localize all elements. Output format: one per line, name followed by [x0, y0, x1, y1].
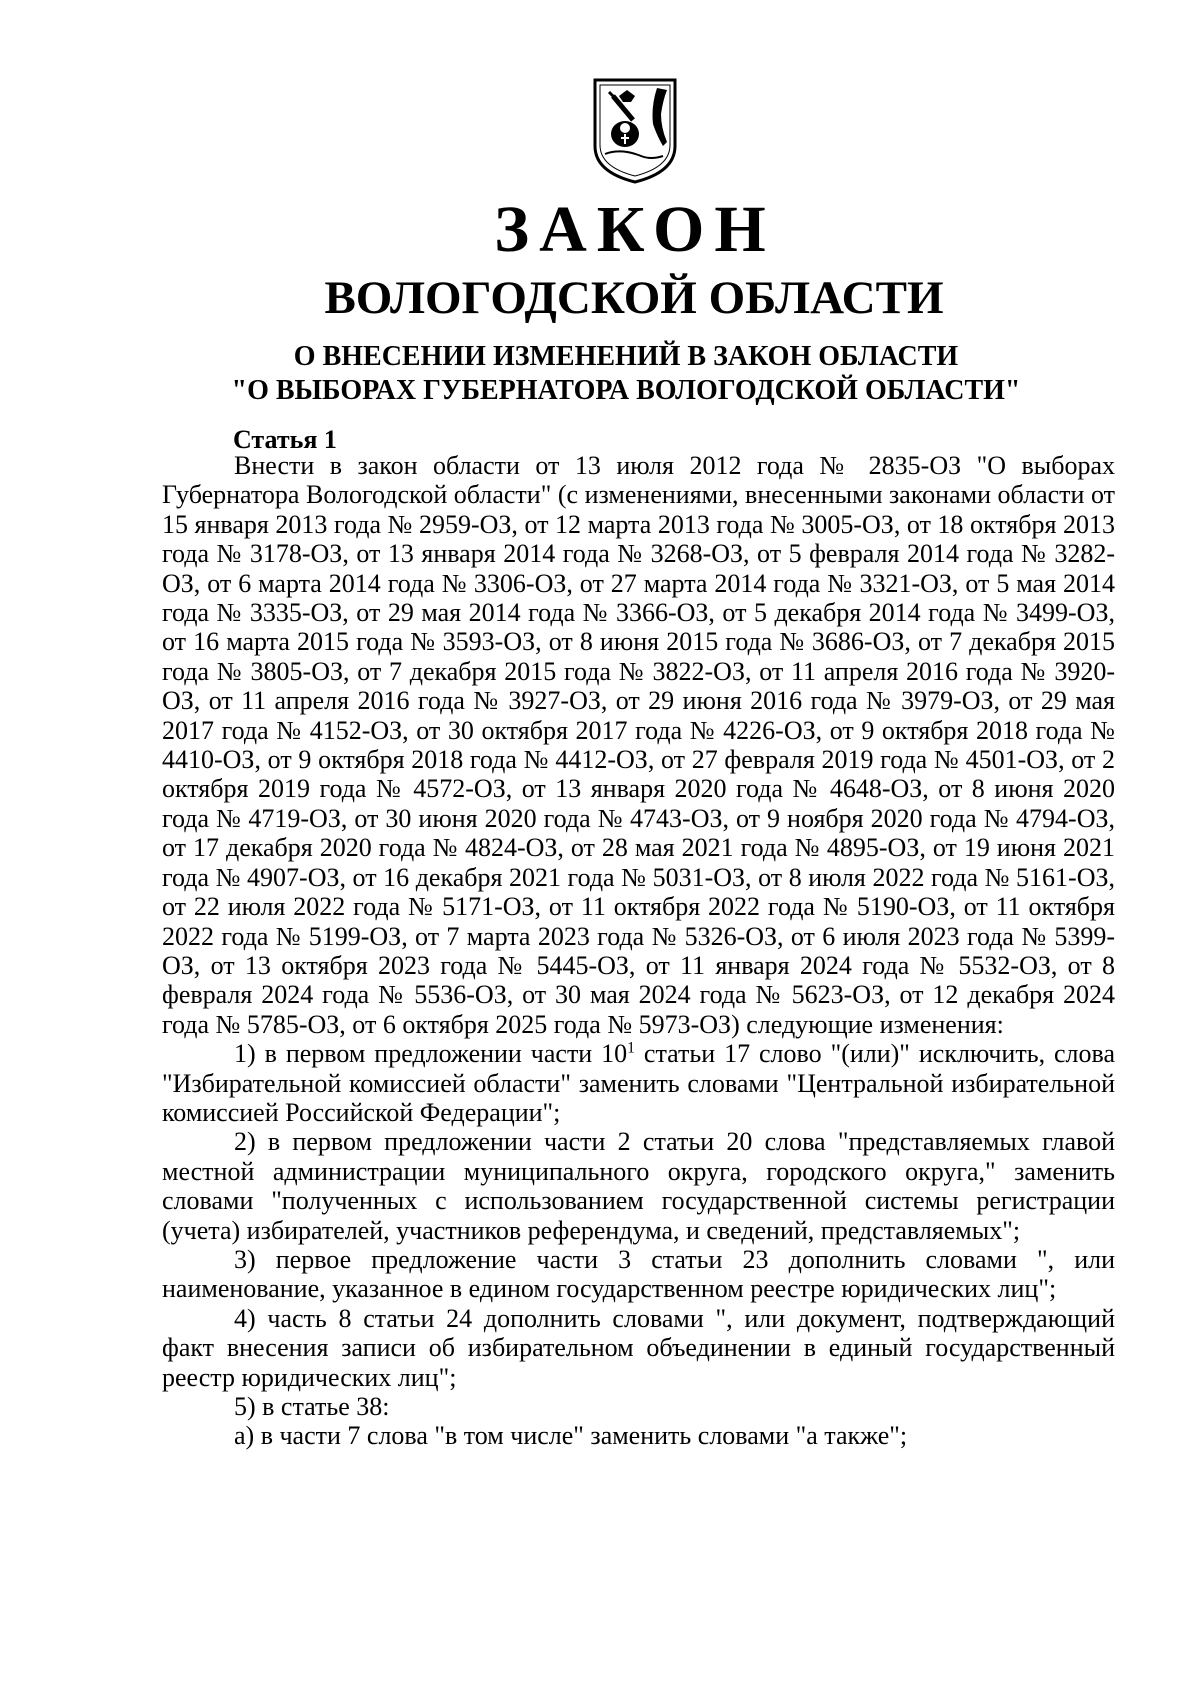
amendment-item-1-text-b: статьи 17 слово "(или)" исключить, слова "Избирательной комиссией области" заменить словами "Центральной избирательной комиссией Российской Федерации";: [162, 1039, 1115, 1127]
superscript: 1: [627, 1039, 635, 1057]
amendment-item-5a: а) в части 7 слова "в том числе" заменить словами "а также";: [234, 1421, 908, 1451]
law-subtitle-line2: "О ВЫБОРАХ ГУБЕРНАТОРА ВОЛОГОДСКОЙ ОБЛАСТИ": [231, 375, 1021, 406]
article-heading: Статья 1: [233, 425, 337, 454]
amendment-item-3: 3) первое предложение части 3 статьи 23 дополнить словами ", или наименование, указанное в едином государственном реестре юридических лиц";: [162, 1244, 1115, 1304]
law-subtitle-line1: О ВНЕСЕНИИ ИЗМЕНЕНИЙ В ЗАКОН ОБЛАСТИ: [293, 341, 959, 372]
article-intro-paragraph: Внести в закон области от 13 июля 2012 года № 2835-ОЗ "О выборах Губернатора Вологодской области" (с изменениями, внесенными законами области от 15 января 2013 года № 2959-ОЗ, от 12 марта 2013 года № 3005-ОЗ, от 18 октября 2013 года № 3178-ОЗ, от 13 января 2014 года № 3268-ОЗ, от 5 февраля 2014 года № 3282-ОЗ, от 6 марта 2014 года № 3306-ОЗ, от 27 марта 2014 года № 3321-ОЗ, от 5 мая 2014 года № 3335-ОЗ, от 29 мая 2014 года № 3366-ОЗ, от 5 декабря 2014 года № 3499-ОЗ, от 16 марта 2015 года № 3593-ОЗ, от 8 июня 2015 года № 3686-ОЗ, от 7 декабря 2015 года № 3805-ОЗ, от 7 декабря 2015 года № 3822-ОЗ, от 11 апреля 2016 года № 3920-ОЗ, от 11 апреля 2016 года № 3927-ОЗ, от 29 июня 2016 года № 3979-ОЗ, от 29 мая 2017 года № 4152-ОЗ, от 30 октября 2017 года № 4226-ОЗ, от 9 октября 2018 года № 4410-ОЗ, от 9 октября 2018 года № 4412-ОЗ, от 27 февраля 2019 года № 4501-ОЗ, от 2 октября 2019 года № 4572-ОЗ, от 13 января 2020 года № 4648-ОЗ, от 8 июня 2020 года № 4719-ОЗ, от 30 июня 2020 года № 4743-ОЗ, от 9 ноября 2020 года № 4794-ОЗ, от 17 декабря 2020 года № 4824-ОЗ, от 28 мая 2021 года № 4895-ОЗ, от 19 июня 2021 года № 4907-ОЗ, от 16 декабря 2021 года № 5031-ОЗ, от 8 июля 2022 года № 5161-ОЗ, от 22 июля 2022 года № 5171-ОЗ, от 11 октября 2022 года № 5190-ОЗ, от 11 октября 2022 года № 5199-ОЗ, от 7 марта 2023 года № 5326-ОЗ, от 6 июля 2023 года № 5399-ОЗ, от 13 октября 2023 года № 5445-ОЗ, от 11 января 2024 года № 5532-ОЗ, от 8 февраля 2024 года № 5536-ОЗ, от 30 мая 2024 года № 5623-ОЗ, от 12 декабря 2024 года № 5785-ОЗ, от 6 октября 2025 года № 5973-ОЗ) следующие изменения:: [162, 451, 1115, 1039]
amendment-item-1-text-a: 1) в первом предложении части 10: [234, 1039, 628, 1069]
amendment-item-1: [162, 1039, 1115, 1127]
coat-of-arms-icon: [591, 76, 679, 186]
article-body: [162, 451, 1115, 1451]
amendment-item-4: 4) часть 8 статьи 24 дополнить словами ", или документ, подтверждающий факт внесения записи об избирательном объединении в единый государственный реестр юридических лиц";: [162, 1303, 1115, 1392]
document-type-title: ЗАКОН: [494, 193, 776, 266]
amendment-item-5: 5) в статье 38:: [234, 1392, 390, 1421]
region-title: ВОЛОГОДСКОЙ ОБЛАСТИ: [324, 272, 944, 324]
amendment-item-2: 2) в первом предложении части 2 статьи 20 слова "представляемых главой местной администрации муниципального округа, городского округа," заменить словами "полученных с использованием государственной системы регистрации (учета) избирателей, участников референдума, и сведений, представляемых";: [162, 1127, 1115, 1245]
